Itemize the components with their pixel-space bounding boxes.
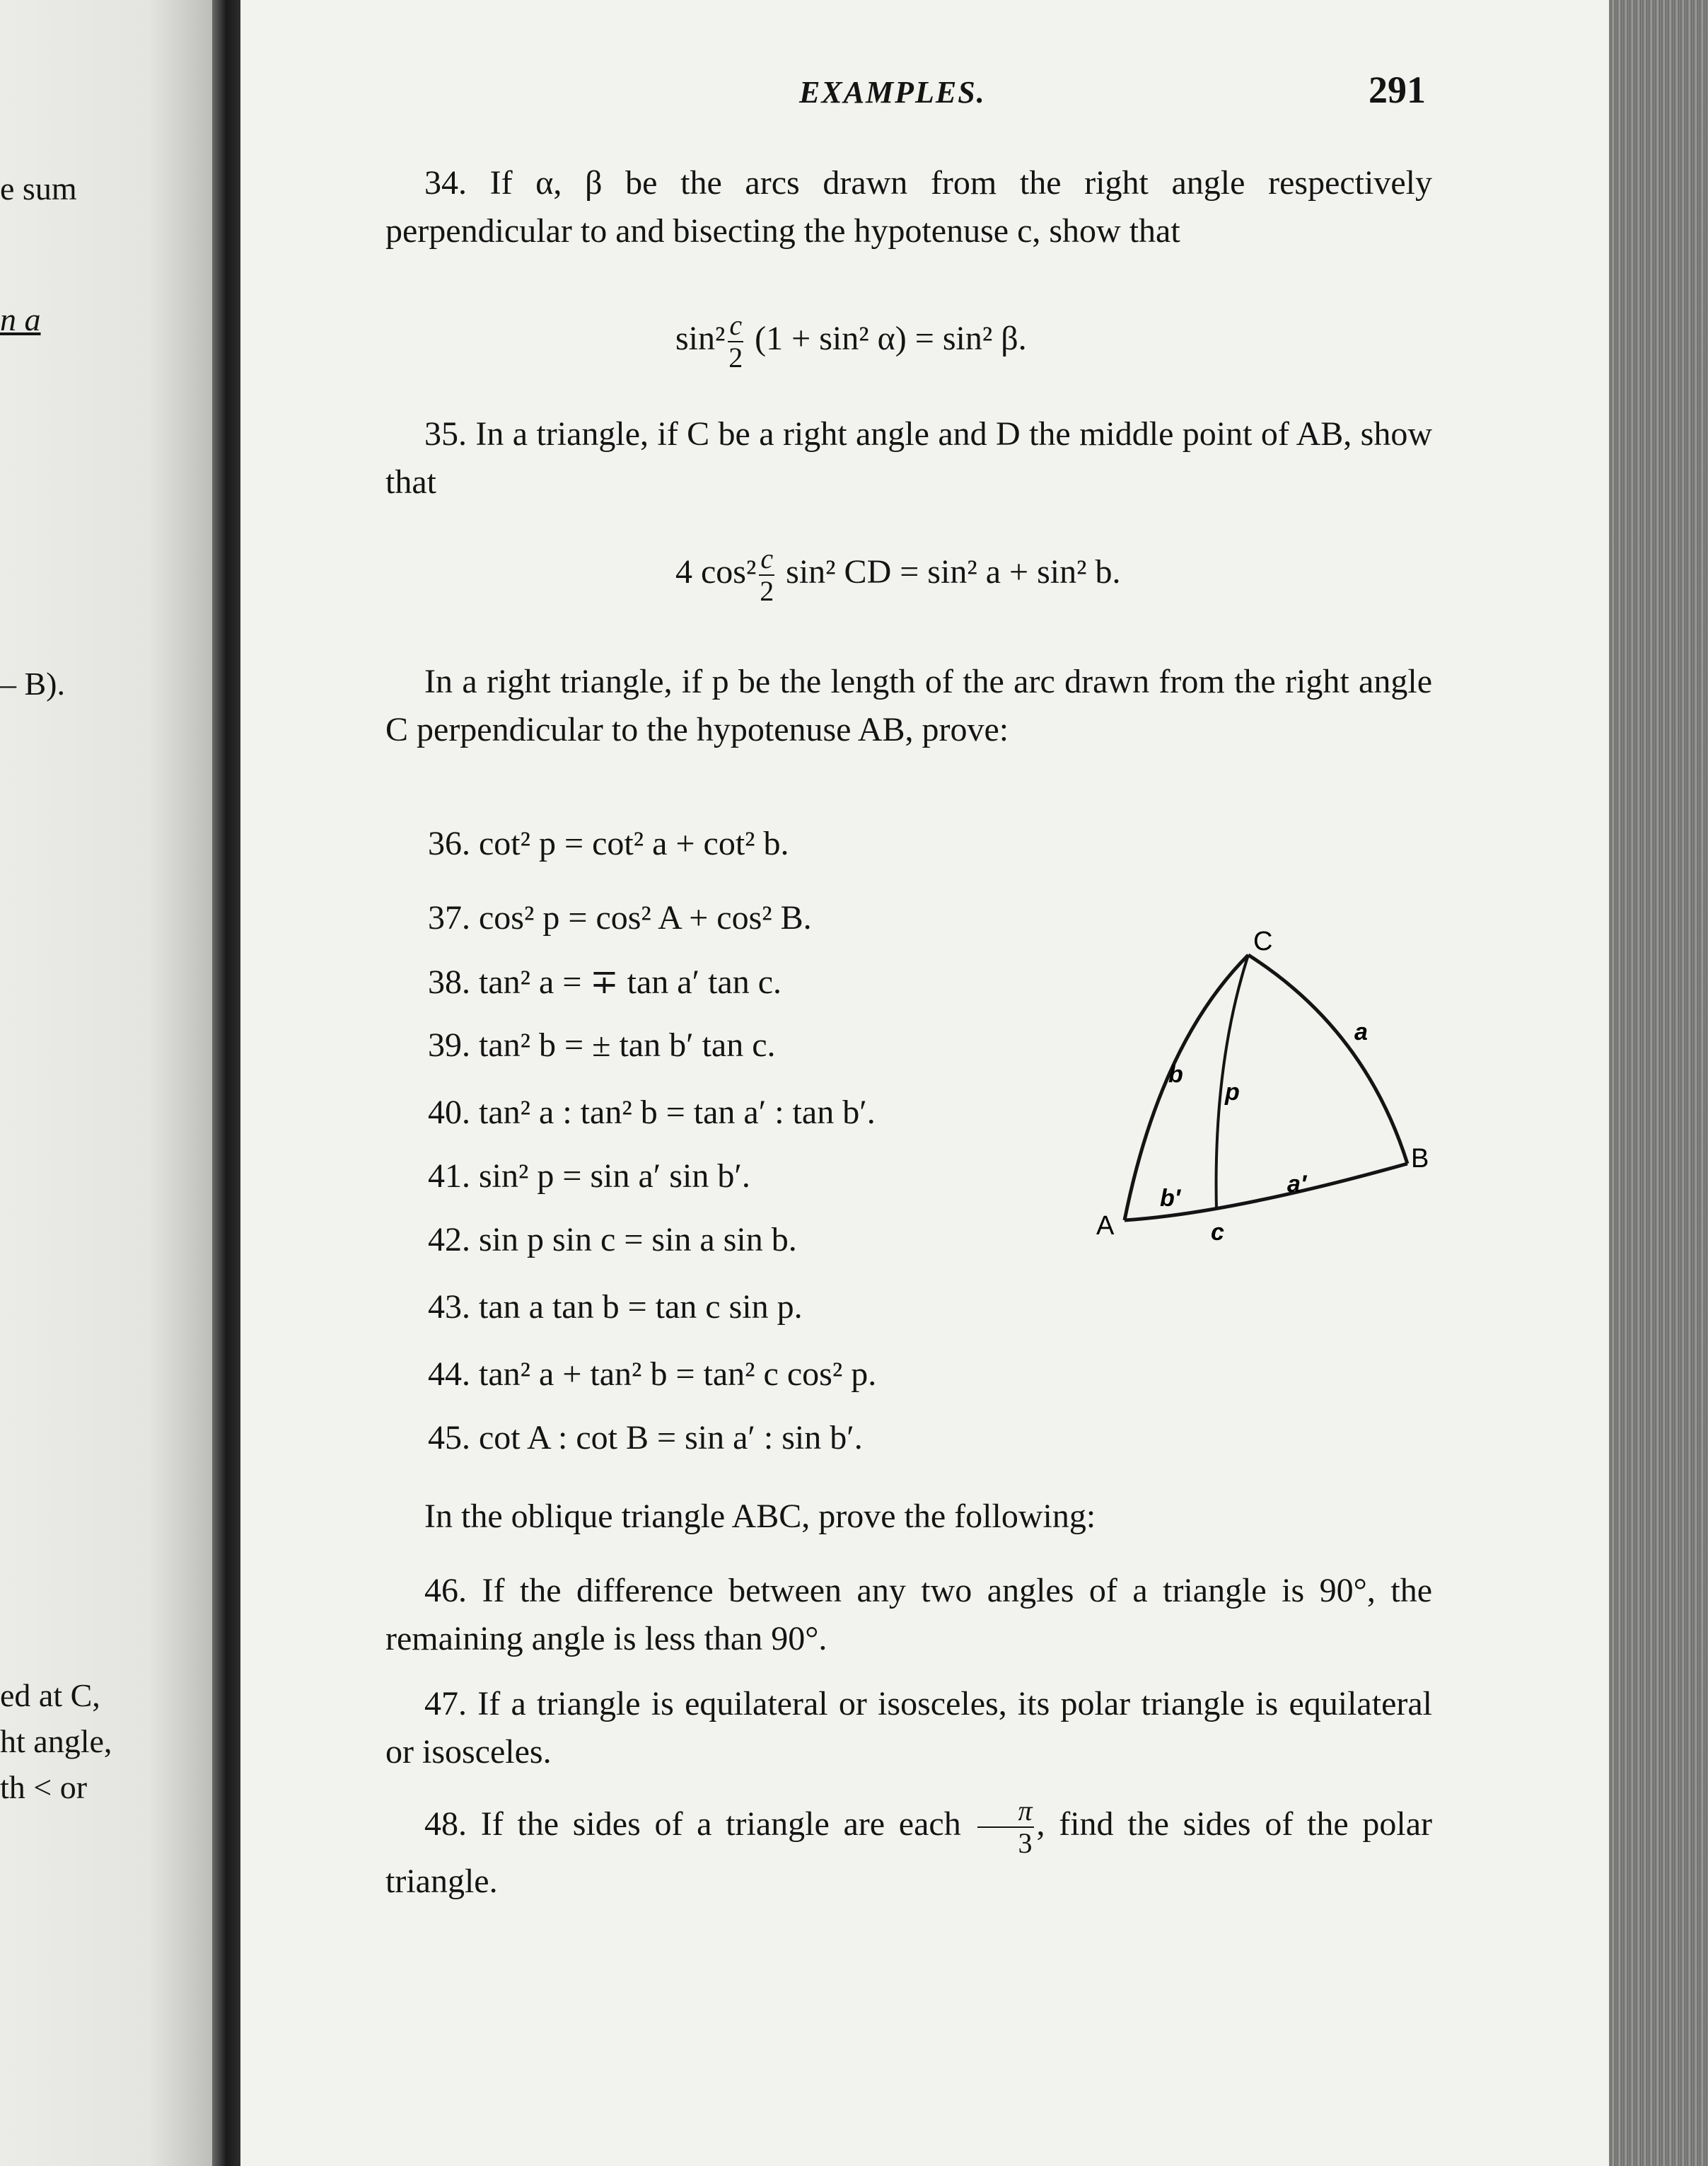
formula-34: sin² $\frac{c}{2}$ (1 + sin² α) = sin² β. [675, 309, 1027, 373]
book-gutter [212, 0, 240, 2166]
side-a-arc [1248, 955, 1407, 1164]
exercise-36: 36. cot² p = cot² a + cot² b. [428, 825, 789, 862]
exercise-41: 41. sin² p = sin a′ sin b′. [428, 1157, 750, 1195]
oblique-triangle-intro: In the oblique triangle ABC, prove the following: [424, 1498, 1096, 1535]
spherical-triangle-diagram [1068, 923, 1429, 1241]
segment-b-prime-label: b′ [1160, 1185, 1180, 1212]
left-fragment: – B). [0, 666, 65, 702]
left-fragment: e sum [0, 170, 77, 207]
exercise-45: 45. cot A : cot B = sin a′ : sin b′. [428, 1419, 863, 1456]
side-a-label: a [1354, 1019, 1368, 1046]
side-c-label: c [1211, 1219, 1224, 1241]
exercise-43: 43. tan a tan b = tan c sin p. [428, 1288, 803, 1326]
side-b-label: b [1168, 1061, 1183, 1088]
exercise-40: 40. tan² a : tan² b = tan a′ : tan b′. [428, 1094, 876, 1131]
segment-a-prime-label: a′ [1287, 1171, 1307, 1198]
problem-34: 34. If α, β be the arcs drawn from the right angle respectively perpendicular to and bisecting the hypotenuse c, show that [385, 164, 1432, 250]
exercise-42: 42. sin p sin c = sin a sin b. [428, 1221, 797, 1258]
vertex-a-label: A [1096, 1211, 1115, 1241]
problem-46: 46. If the difference between any two angles of a triangle is 90°, the remaining angle is less than 90°. [385, 1572, 1432, 1657]
formula-35: 4 cos² $\frac{c}{2}$ sin² CD = sin² a + sin² b. [675, 543, 1121, 607]
vertex-c-label: C [1253, 927, 1273, 956]
page-number: 291 [1369, 69, 1426, 111]
vertex-b-label: B [1411, 1144, 1429, 1174]
problem-35: 35. In a triangle, if C be a right angle and D the middle point of AB, show that [385, 415, 1432, 501]
left-fragment: th < or [0, 1769, 88, 1805]
left-fragment: ed at C, [0, 1677, 100, 1713]
altitude-p-label: p [1225, 1079, 1240, 1106]
left-fragment: ht angle, [0, 1723, 112, 1759]
problem-48: 48. If the sides of a triangle are each $\frac{\pi}{3}$ , find the sides of the polar triangle. [385, 1795, 1432, 1900]
right-triangle-intro: In a right triangle, if p be the length of the arc drawn from the right angle C perpendicular to the hypotenuse AB, prove: [385, 663, 1432, 748]
running-header: EXAMPLES. [799, 75, 986, 110]
exercise-39: 39. tan² b = ± tan b′ tan c. [428, 1026, 776, 1064]
problem-47: 47. If a triangle is equilateral or isosceles, its polar triangle is equilateral or isosceles. [385, 1685, 1432, 1771]
left-fragment: n a [0, 301, 41, 337]
page-edges [1609, 0, 1708, 2166]
exercise-38: 38. tan² a = ∓ tan a′ tan c. [428, 963, 782, 1001]
exercise-37: 37. cos² p = cos² A + cos² B. [428, 899, 812, 937]
exercise-44: 44. tan² a + tan² b = tan² c cos² p. [428, 1355, 877, 1393]
left-page [0, 0, 212, 2166]
